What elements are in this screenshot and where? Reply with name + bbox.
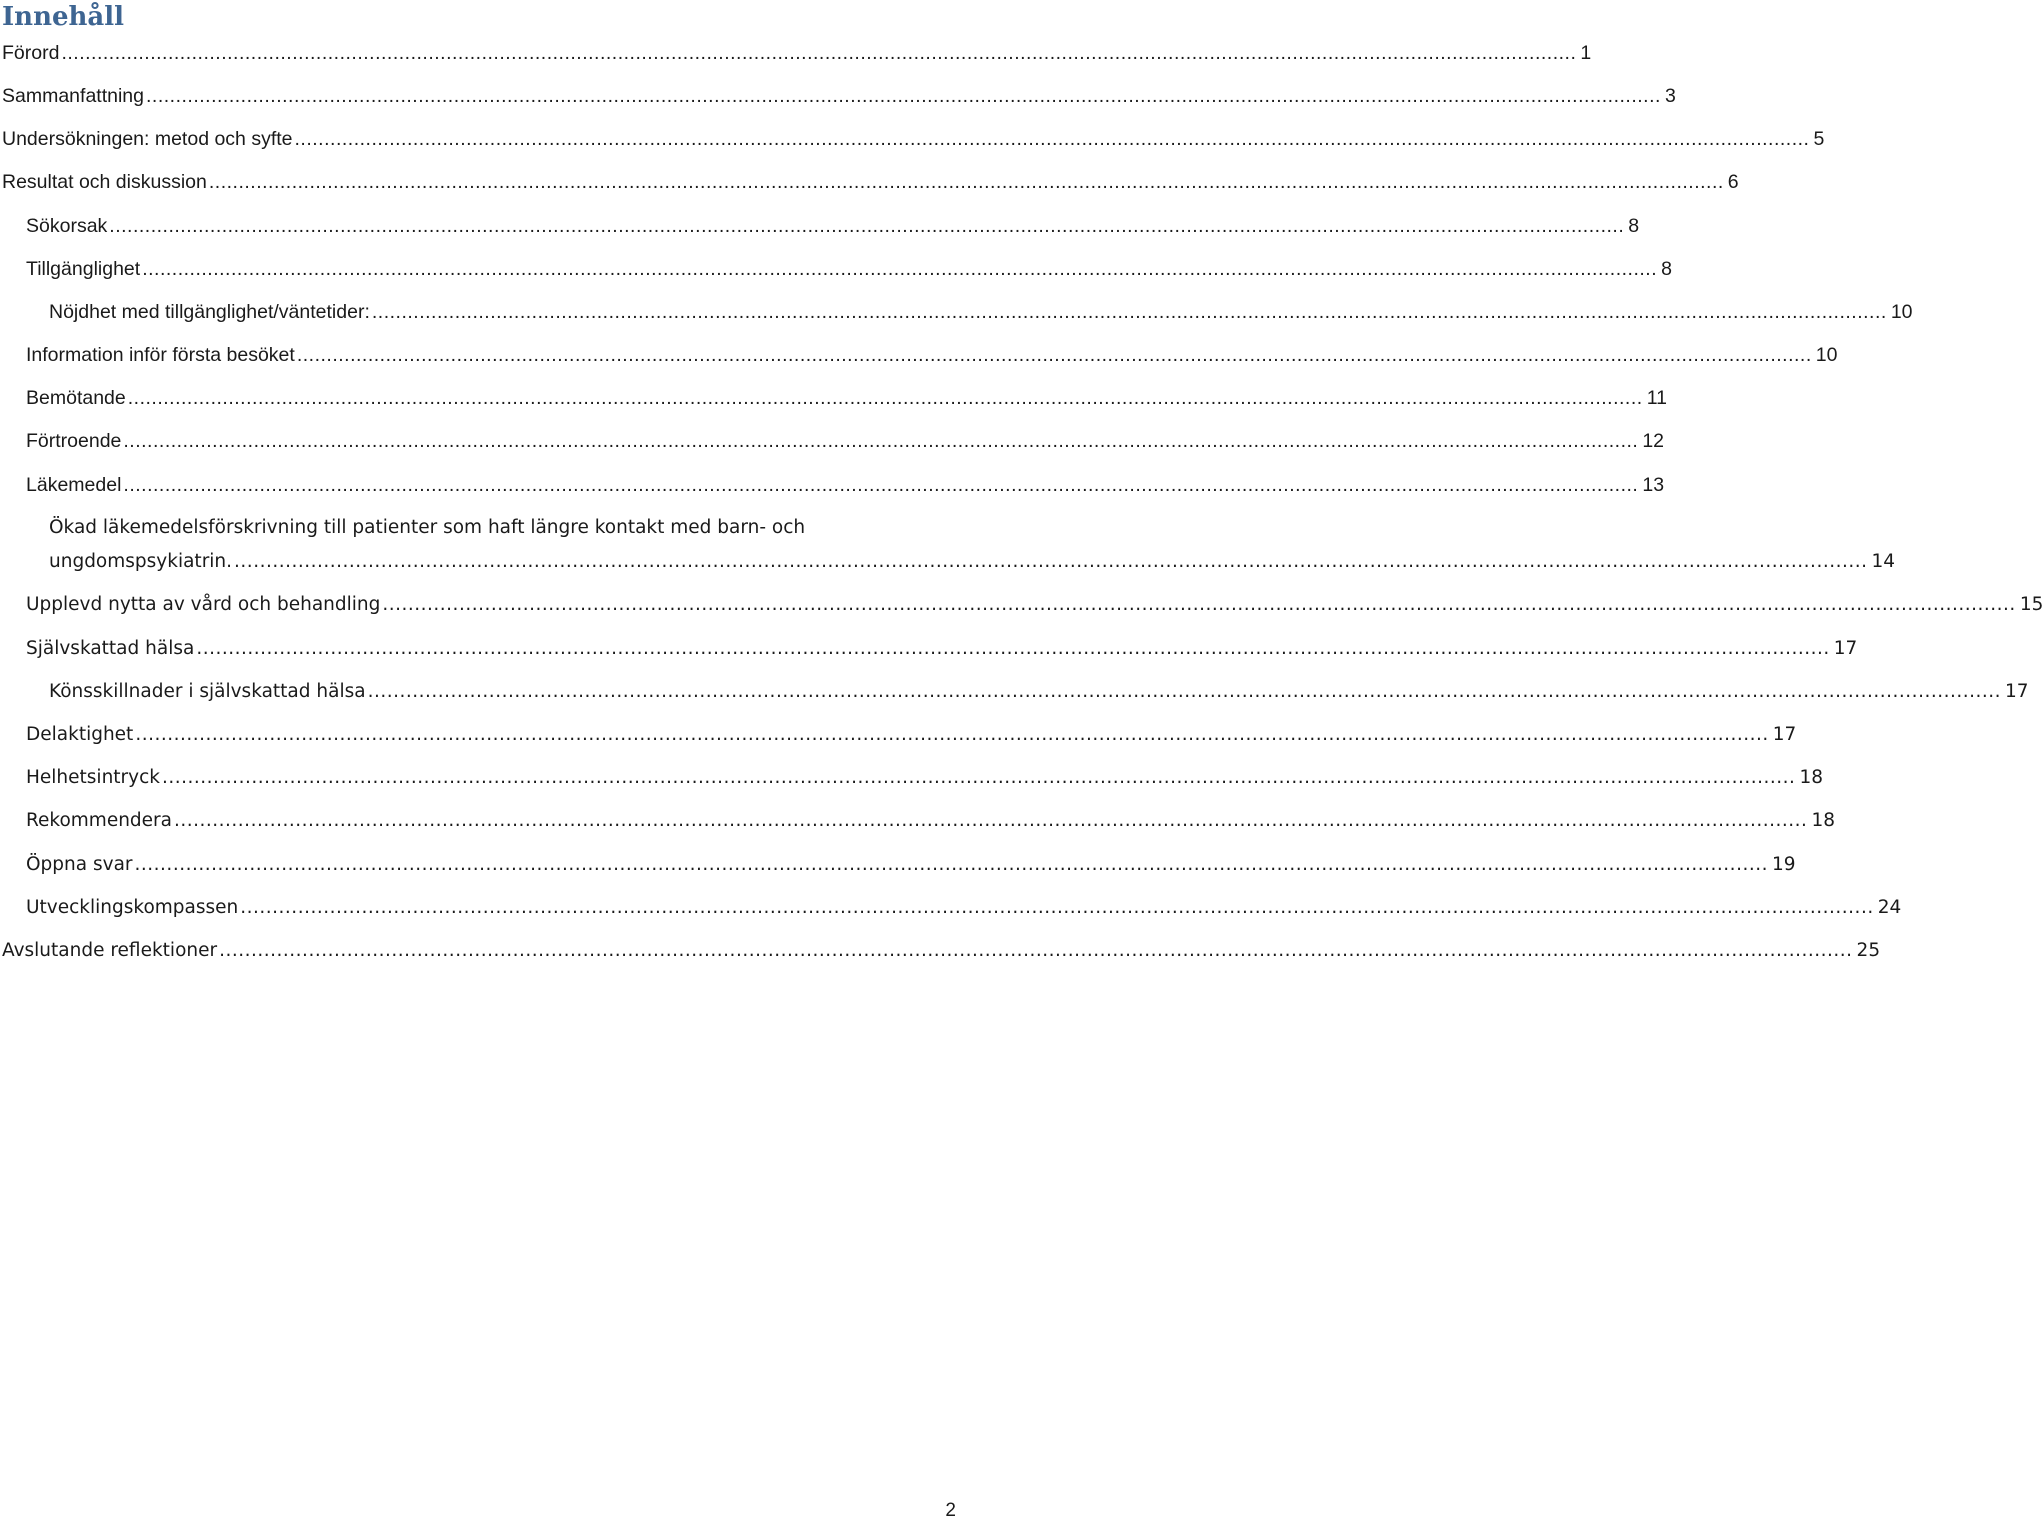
toc-entry-label: Nöjdhet med tillgänglighet/väntetider:	[49, 301, 370, 323]
toc-entry-information[interactable]	[0, 343, 1838, 367]
dot-leader	[162, 766, 1795, 790]
toc-entry-page: 17	[2005, 681, 2029, 702]
toc-entry-fortroende[interactable]	[0, 429, 1665, 453]
dot-leader	[219, 939, 1852, 963]
toc-entry-page: 13	[1642, 474, 1665, 496]
toc-entry-label-line1: Ökad läkemedelsförskrivning till patienter som haft längre kontakt med barn- och	[49, 517, 806, 538]
toc-entry-label: Upplevd nytta av vård och behandling	[26, 594, 381, 615]
toc-entry-page: 5	[1813, 128, 1825, 150]
toc-entry-label: Undersökningen: metod och syfte	[2, 128, 293, 150]
toc-entry-label: Tillgänglighet	[26, 258, 141, 280]
toc-entry-page: 10	[1815, 344, 1838, 366]
toc-entry-label: Öppna svar	[26, 854, 133, 875]
toc-entry-page: 15	[2019, 594, 2043, 615]
toc-entry-sokorsak[interactable]	[0, 214, 1640, 238]
toc-entry-page: 24	[1877, 897, 1902, 918]
toc-entry-label: Förord	[2, 42, 60, 64]
toc-entry-upplevd-nytta[interactable]	[0, 593, 2043, 617]
dot-leader	[234, 550, 1867, 574]
dot-leader	[295, 127, 1810, 151]
toc-entry-label: Rekommendera	[26, 810, 172, 831]
toc-entry-bemotande[interactable]	[0, 386, 1667, 410]
toc-entry-tillganglighet[interactable]	[0, 257, 1672, 281]
toc-entry-page: 8	[1628, 215, 1640, 237]
toc-entry-label: Könsskillnader i självskattad hälsa	[49, 681, 366, 702]
dot-leader	[128, 386, 1643, 410]
dot-leader	[372, 300, 1887, 324]
dot-leader	[209, 170, 1724, 194]
toc-entry-label: Resultat och diskussion	[2, 171, 207, 193]
toc-entry-label-line2: ungdomspsykiatrin.	[49, 551, 233, 572]
dot-leader	[109, 214, 1624, 238]
dot-leader	[135, 853, 1768, 877]
toc-entry-nojdhet[interactable]	[0, 300, 1913, 324]
toc-entry-label: Sökorsak	[26, 215, 108, 237]
toc-entry-page: 17	[1833, 638, 1858, 659]
dot-leader	[196, 637, 1829, 661]
toc-entry-page: 17	[1772, 724, 1797, 745]
toc-entry-helhetsintryck[interactable]	[0, 766, 1823, 790]
dot-leader	[382, 593, 2015, 617]
toc-entry-label: Självskattad hälsa	[26, 638, 195, 659]
dot-leader	[368, 680, 2001, 704]
toc-entry-rekommendera[interactable]	[0, 809, 1835, 833]
toc-entry-label: Sammanfattning	[2, 85, 144, 107]
toc-entry-page: 12	[1642, 430, 1665, 452]
toc-entry-sjalvskattad-halsa[interactable]	[0, 637, 1858, 661]
toc-entry-page: 11	[1646, 387, 1667, 409]
toc-entry-page: 1	[1580, 42, 1592, 64]
page-number: 2	[945, 1500, 956, 1521]
toc-entry-page: 3	[1664, 85, 1676, 107]
toc-entry-label: Utvecklingskompassen	[26, 897, 239, 918]
dot-leader	[61, 41, 1576, 65]
dot-leader	[123, 429, 1638, 453]
toc-entry-avslutande-reflektioner[interactable]	[0, 939, 1881, 963]
toc-entry-label: Läkemedel	[26, 474, 122, 496]
toc-entry-page: 18	[1799, 767, 1823, 788]
dot-leader	[240, 896, 1873, 920]
toc-entry-label: Delaktighet	[26, 724, 134, 745]
toc-entry-label: Helhetsintryck	[26, 767, 160, 788]
dot-leader	[174, 809, 1807, 833]
dot-leader	[135, 723, 1768, 747]
dot-leader	[146, 84, 1661, 108]
dot-leader	[142, 257, 1657, 281]
toc-heading: Innehåll	[2, 2, 125, 32]
toc-entry-undersokningen[interactable]	[0, 127, 1825, 151]
toc-entry-page: 10	[1890, 301, 1913, 323]
toc-entry-delaktighet[interactable]	[0, 723, 1797, 747]
toc-entry-konsskillnader[interactable]	[0, 680, 2029, 704]
toc-entry-label: Avslutande reflektioner	[2, 940, 218, 961]
dot-leader	[297, 343, 1812, 367]
toc-entry-label: Bemötande	[26, 387, 126, 409]
toc-entry-utvecklingskompassen[interactable]	[0, 896, 1902, 920]
toc-entry-lakemedel[interactable]	[0, 473, 1665, 497]
toc-entry-page: 25	[1856, 940, 1881, 961]
dot-leader	[123, 473, 1638, 497]
toc-entry-page: 6	[1727, 171, 1739, 193]
toc-entry-oppna-svar[interactable]	[0, 853, 1796, 877]
toc-entry-okad-lakemedelsforskrivning[interactable]	[0, 516, 1896, 574]
toc-entry-label: Information inför första besöket	[26, 344, 295, 366]
toc-entry-label: Förtroende	[26, 430, 122, 452]
toc-entry-page: 18	[1811, 810, 1835, 831]
toc-entry-resultat[interactable]	[0, 170, 1739, 194]
toc-entry-page: 19	[1771, 854, 1796, 875]
toc-entry-page: 8	[1661, 258, 1672, 280]
toc-entry-forord[interactable]	[0, 41, 1592, 65]
toc-entry-sammanfattning[interactable]	[0, 84, 1676, 108]
toc-entry-page: 14	[1871, 551, 1896, 572]
